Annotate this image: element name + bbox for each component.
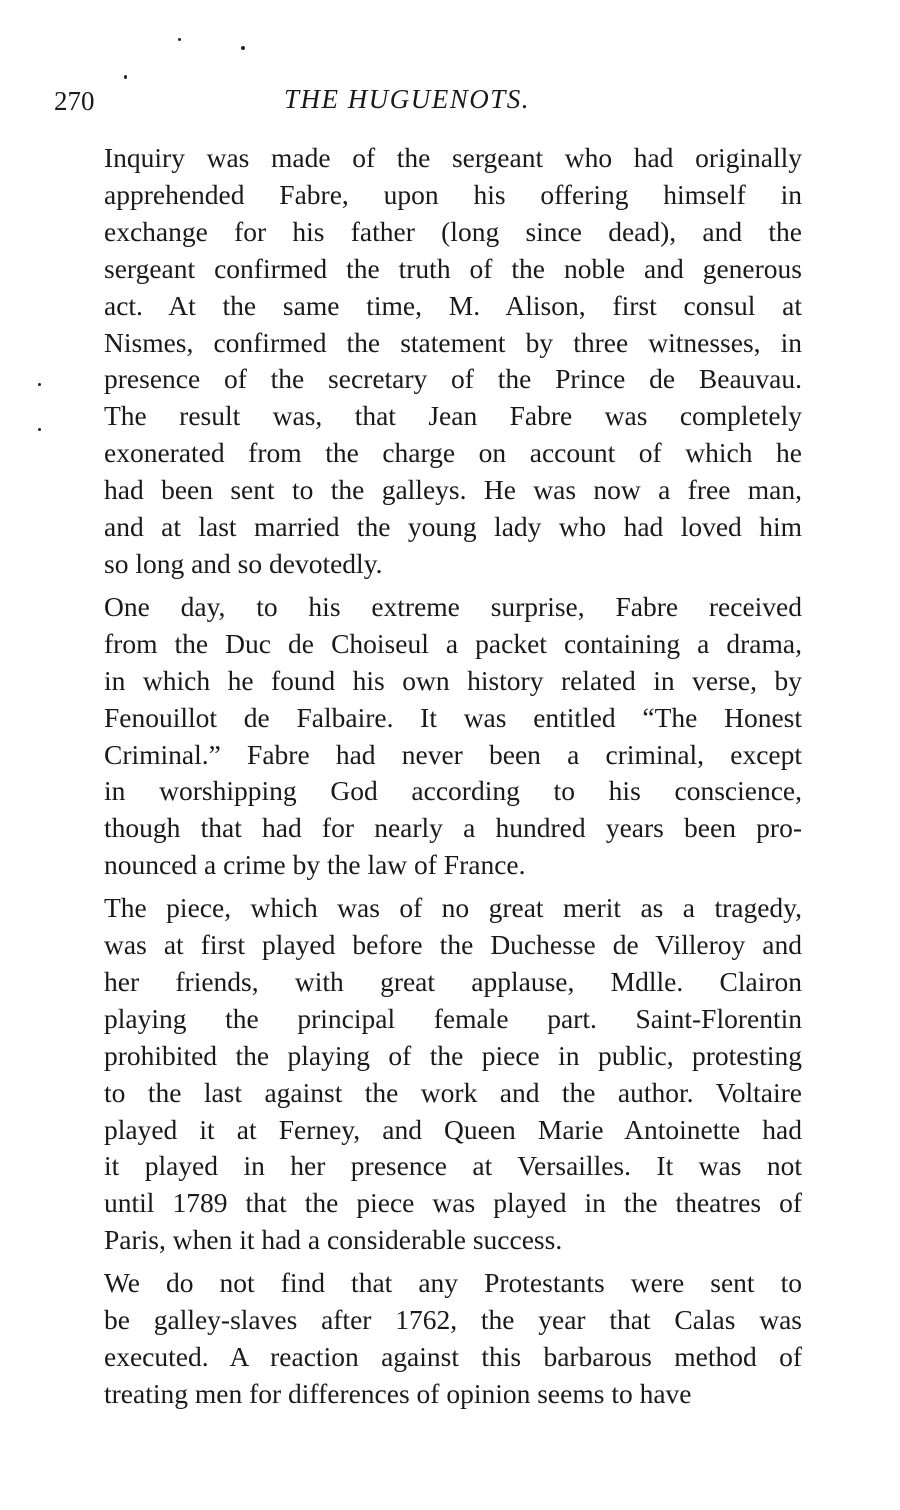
text-line: be galley-slaves after 1762, the year that Calas was [104, 1304, 802, 1336]
text-line: in worshipping God according to his conscience, [104, 775, 802, 807]
text-line: exchange for his father (long since dead), and the [104, 215, 802, 247]
print-speck [38, 428, 41, 431]
text-line: apprehended Fabre, upon his offering himself in [104, 178, 802, 210]
text-line: presence of the secretary of the Prince de Beauvau. [104, 363, 802, 395]
text-line: Inquiry was made of the sergeant who had originally [104, 142, 802, 173]
body-text [104, 140, 802, 1419]
page-number: 270 [54, 86, 95, 116]
text-line: had been sent to the galleys. He was now a free man, [104, 474, 802, 506]
print-speck [178, 38, 181, 41]
text-line: and at last married the young lady who had loved him [104, 511, 802, 543]
paragraph [104, 890, 802, 1259]
paragraph [104, 1265, 802, 1413]
print-speck [124, 75, 127, 79]
text-line: was at first played before the Duchesse de Villeroy and [104, 929, 802, 961]
text-line: exonerated from the charge on account of which he [104, 437, 802, 469]
text-line: Fenouillot de Falbaire. It was entitled “The Honest [104, 701, 802, 733]
text-line: in which he found his own history related in verse, by [104, 664, 802, 696]
text-line: One day, to his extreme surprise, Fabre received [104, 590, 802, 622]
text-line: played it at Ferney, and Queen Marie Antoinette had [104, 1113, 802, 1145]
print-speck [38, 383, 41, 386]
text-line: nounced a crime by the law of France. [104, 849, 526, 881]
text-line: Paris, when it had a considerable success. [104, 1224, 563, 1256]
running-head: THE HUGUENOTS. [284, 84, 531, 114]
text-line: to the last against the work and the author. Voltaire [104, 1076, 802, 1108]
text-line: it played in her presence at Versailles. It was not [104, 1150, 802, 1182]
text-line: Nismes, confirmed the statement by three witnesses, in [104, 326, 802, 358]
text-line: The piece, which was of no great merit as a tragedy, [104, 892, 802, 924]
print-speck [241, 46, 245, 50]
text-line: from the Duc de Choiseul a packet containing a drama, [104, 627, 802, 659]
page-header [54, 82, 806, 122]
text-line: though that had for nearly a hundred years been pro- [104, 812, 802, 844]
text-line: sergeant confirmed the truth of the noble and generous [104, 252, 802, 284]
text-line: act. At the same time, M. Alison, first consul at [104, 289, 802, 321]
text-line: prohibited the playing of the piece in public, protesting [104, 1039, 802, 1071]
text-line: her friends, with great applause, Mdlle. Clairon [104, 965, 802, 997]
text-line: We do not find that any Protestants were sent to [104, 1267, 802, 1299]
paragraph [104, 140, 802, 583]
text-line: so long and so devotedly. [104, 547, 383, 579]
paragraph [104, 589, 802, 884]
text-line: executed. A reaction against this barbarous method of [104, 1341, 802, 1372]
text-line: playing the principal female part. Saint-Florentin [104, 1002, 802, 1034]
text-line: The result was, that Jean Fabre was completely [104, 400, 802, 432]
text-line: until 1789 that the piece was played in the theatres of [104, 1187, 802, 1219]
text-line: Criminal.” Fabre had never been a criminal, except [104, 738, 802, 770]
text-line: treating men for differences of opinion seems to have [104, 1377, 692, 1409]
